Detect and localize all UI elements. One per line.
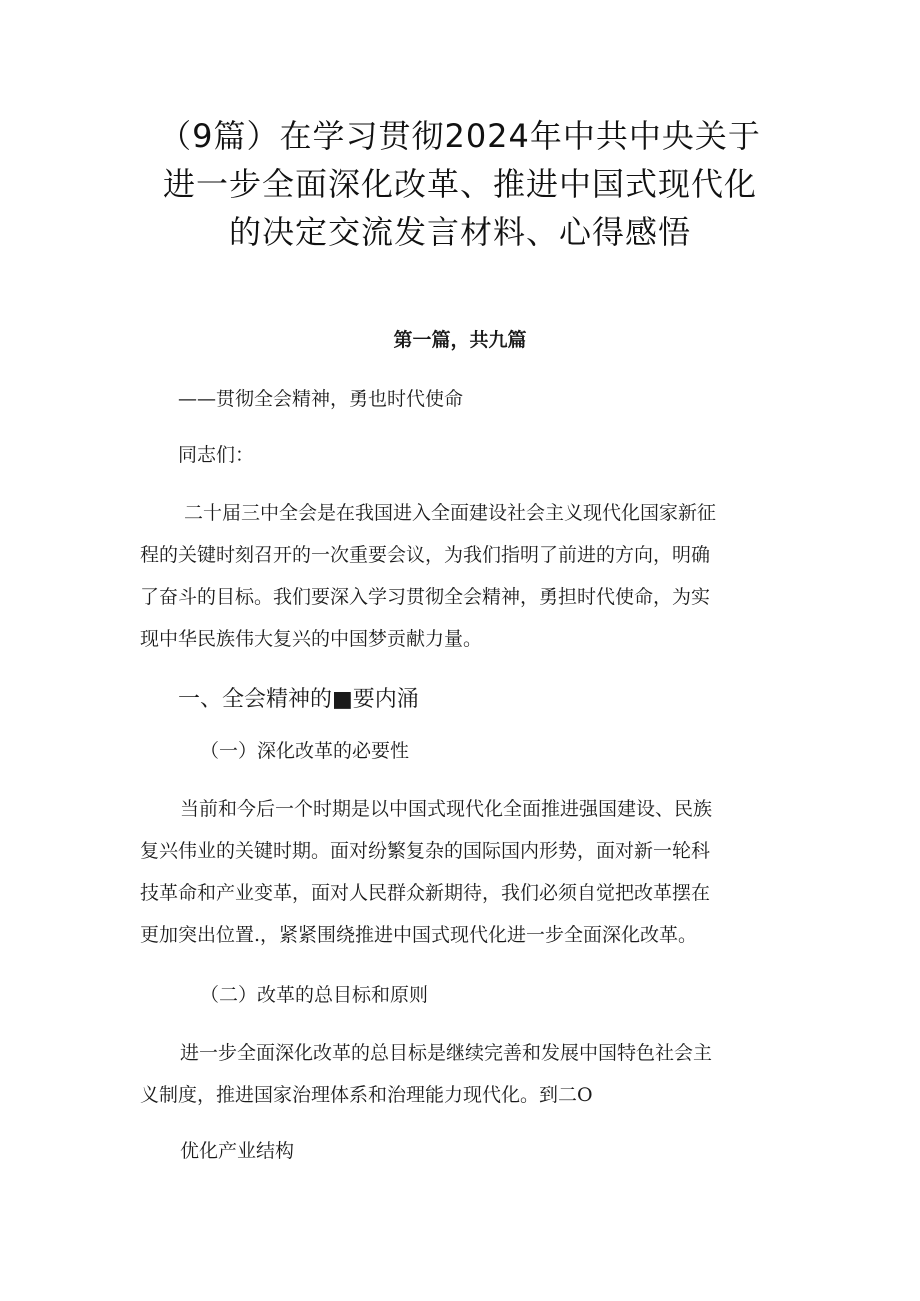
- sub1-line-1: 当前和今后一个时期是以中国式现代化全面推进强国建设、民族: [180, 798, 713, 820]
- sub1-line-2: 复兴伟业的关键时期。面对纷繁复杂的国际国内形势，面对新一轮科: [140, 840, 711, 862]
- title-line-1: （9篇）在学习贯彻2024年中共中央关于: [159, 117, 761, 155]
- intro-paragraph: [140, 492, 790, 660]
- chapter-heading: 第一篇，共九篇: [393, 329, 527, 351]
- sub2-heading: （二）改革的总目标和原则: [200, 984, 429, 1006]
- sub1-line-3: 技革命和产业变革，面对人民群众新期待，我们必须自觉把改革摆在: [140, 882, 711, 904]
- subtitle: ——贯彻全会精神，勇也时代使命: [178, 388, 464, 410]
- sub1-heading: （一）深化改革的必要性: [200, 740, 410, 762]
- salutation: 同志们：: [178, 444, 255, 466]
- tail-text: 优化产业结构: [180, 1140, 295, 1162]
- title-line-3: 的决定交流发言材料、心得感悟: [228, 213, 691, 251]
- section1-heading: 一、全会精神的■要内涌: [178, 687, 419, 712]
- intro-line-3: 了奋斗的目标。我们要深入学习贯彻全会精神，勇担时代使命，为实: [140, 586, 711, 608]
- intro-line-1: 二十届三中全会是在我国进入全面建设社会主义现代化国家新征: [184, 502, 717, 524]
- sub2-line-1: 进一步全面深化改革的总目标是继续完善和发展中国特色社会主: [180, 1042, 713, 1064]
- sub1-line-4: 更加突出位置.，紧紧围绕推进中国式现代化进一步全面深化改革。: [140, 924, 698, 946]
- sub1-paragraph: [140, 788, 790, 956]
- document-title: [60, 112, 860, 256]
- intro-line-2: 程的关键时刻召开的一次重要会议，为我们指明了前进的方向，明确: [140, 544, 711, 566]
- sub2-paragraph: [140, 1032, 790, 1116]
- intro-line-4: 现中华民族伟大复兴的中国梦贡献力量。: [140, 628, 483, 650]
- title-line-2: 进一步全面深化改革、推进中国式现代化: [162, 165, 757, 203]
- sub2-line-2: 义制度，推进国家治理体系和治理能力现代化。到二O: [140, 1084, 593, 1106]
